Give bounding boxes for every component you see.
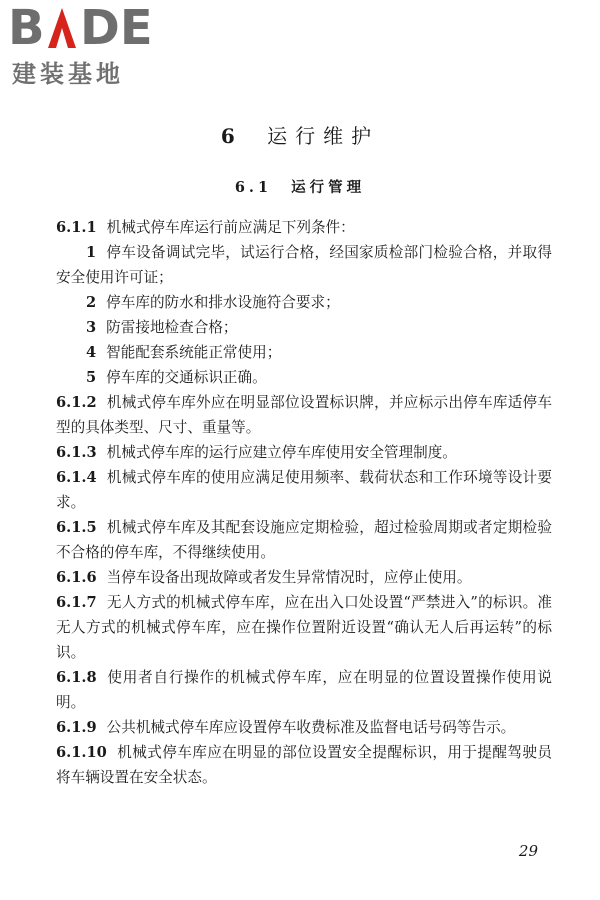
logo-subtitle: 建装基地 (12, 60, 124, 88)
section-number: 6.1 (234, 179, 273, 196)
clause-6-1-10: 6.1.10 机械式停车库应在明显的部位设置安全提醒标识，用于提醒驾驶员将车辆设置在安全状态。 (56, 744, 552, 786)
clause-6-1-9: 6.1.9 公共机械式停车库应设置停车收费标准及监督电话号码等告示。 (56, 719, 516, 736)
svg-text:B: B (8, 4, 46, 50)
bade-wordmark (8, 4, 173, 50)
chapter-number: 6 (220, 124, 243, 148)
logo-a-triangle (48, 8, 76, 48)
clause-item-1: 1 停车设备调试完毕，试运行合格，经国家质检部门检验合格，并取得安全使用许可证； (56, 244, 552, 286)
clause-6-1-3: 6.1.3 机械式停车库的运行应建立停车库使用安全管理制度。 (56, 444, 457, 461)
clause-6-1-4: 6.1.4 机械式停车库的使用应满足使用频率、载荷状态和工作环境等设计要求。 (56, 469, 552, 511)
clause-item-5: 5 停车库的交通标识正确。 (86, 369, 267, 386)
clause-6-1-2: 6.1.2 机械式停车库外应在明显部位设置标识牌，并应标示出停车库适停车型的具体类型、尺寸、重量等。 (56, 394, 552, 436)
section-title (0, 176, 600, 197)
clause-6-1-1: 6.1.1 机械式停车库运行前应满足下列条件： (56, 219, 355, 236)
clause-6-1-6: 6.1.6 当停车设备出现故障或者发生异常情况时，应停止使用。 (56, 569, 472, 586)
page-number: 29 (518, 842, 538, 860)
clause-6-1-7: 6.1.7 无人方式的机械式停车库，应在出入口处设置“严禁进入”的标识。准无人方式的机械式停车库，应在操作位置附近设置“确认无人后再运转”的标识。 (56, 594, 552, 661)
clause-6-1-5: 6.1.5 机械式停车库及其配套设施应定期检验，超过检验周期或者定期检验不合格的停车库，不得继续使用。 (56, 519, 552, 561)
clause-item-4: 4 智能配套系统能正常使用； (86, 344, 282, 361)
svg-text:DE: DE (80, 4, 153, 50)
clause-6-1-8: 6.1.8 使用者自行操作的机械式停车库，应在明显的位置设置操作使用说明。 (56, 669, 552, 711)
clause-list (56, 215, 552, 790)
clause-item-2: 2 停车库的防水和排水设施符合要求； (86, 294, 340, 311)
chapter-title (0, 120, 600, 149)
section-name: 运行管理 (291, 179, 366, 196)
clause-item-3: 3 防雷接地检查合格； (86, 319, 238, 336)
bade-logo (8, 4, 188, 88)
chapter-name: 运行维护 (267, 124, 380, 148)
